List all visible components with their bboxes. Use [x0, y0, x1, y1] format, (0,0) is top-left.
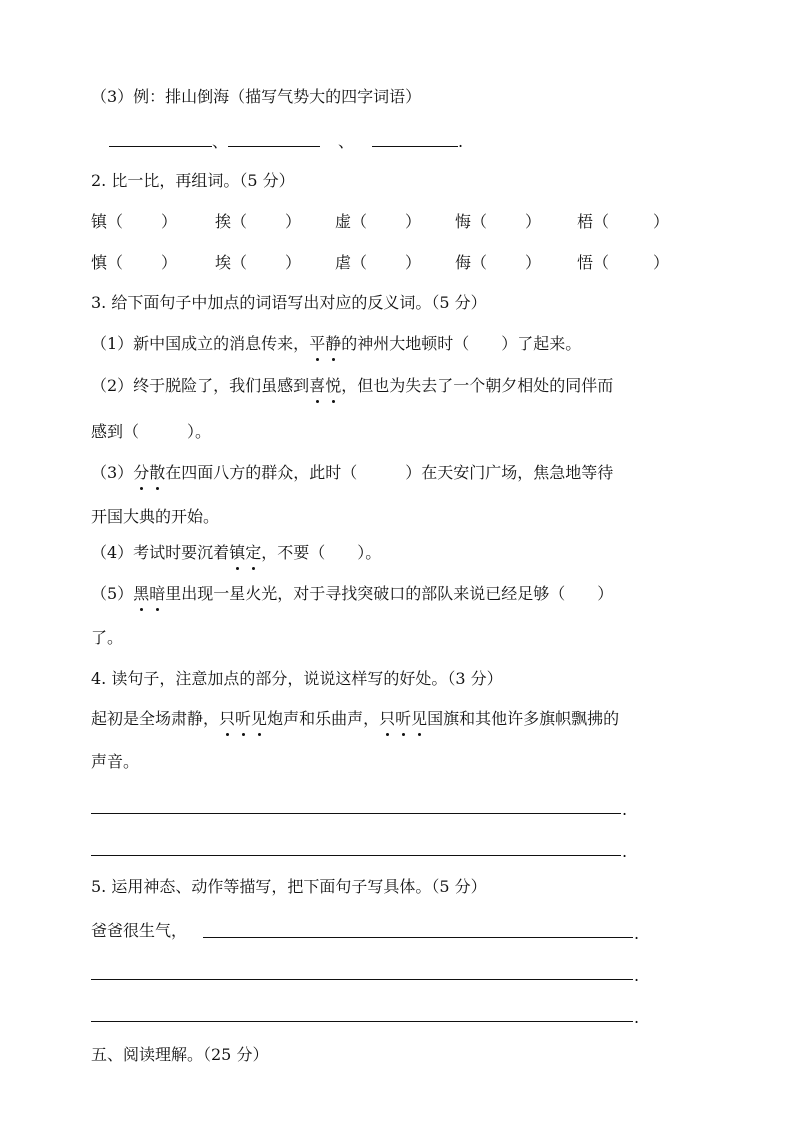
q2-cell[interactable]: 埃（ ） [215, 253, 302, 272]
dotted-char: 悦 [325, 376, 342, 395]
q2-cell[interactable]: 悟（ ） [577, 253, 670, 272]
dotted-char: 只 [379, 709, 396, 728]
dotted-char: 分 [133, 463, 150, 482]
q2-cell[interactable]: 侮（ ） [455, 253, 542, 272]
q3-sentence-3: （3）分散在四面八方的群众，此时（ ）在天安门广场，焦急地等待 [91, 463, 614, 482]
q2-cell[interactable]: 慎（ ） [91, 253, 178, 272]
q4-sentence: 起初是全场肃静，只听见炮声和乐曲声，只听见国旗和其他许多旗帜飘拂的 [91, 709, 620, 728]
q5-period-1: . [634, 924, 640, 943]
q3-sentence-5-cont: 了。 [91, 628, 124, 647]
dotted-char: 暗 [149, 584, 166, 603]
answer-blank-3[interactable] [372, 130, 458, 147]
dotted-word [309, 334, 341, 353]
dotted-word [309, 376, 341, 395]
q3-sentence-5: （5）黑暗里出现一星火光，对于寻找突破口的部队来说已经足够（ ） [91, 584, 614, 603]
q4-sentence-cont: 声音。 [91, 752, 140, 771]
q3-sentence-4: （4）考试时要沉着镇定，不要（ ）。 [91, 543, 382, 562]
section-5-title: 五、阅读理解。（25 分） [91, 1045, 269, 1064]
dotted-char: 见 [411, 709, 428, 728]
q4-answer-line-2[interactable] [91, 855, 621, 856]
dotted-char: 静 [325, 334, 342, 353]
dotted-char: 平 [309, 334, 326, 353]
q2-cell[interactable]: 梧（ ） [577, 212, 670, 231]
dotted-char: 见 [251, 709, 268, 728]
q2-cell[interactable]: 悔（ ） [455, 212, 542, 231]
q5-title: 5. 运用神态、动作等描写，把下面句子写具体。（5 分） [91, 877, 487, 896]
dotted-char: 听 [395, 709, 412, 728]
q5-period-2: . [634, 966, 640, 985]
q5-answer-line-2[interactable] [91, 979, 633, 980]
answer-blank-1[interactable] [109, 130, 212, 147]
q4-period-1: . [622, 800, 628, 819]
answer-blank-2[interactable] [228, 130, 320, 147]
dotted-word [133, 584, 165, 603]
dotted-char: 喜 [309, 376, 326, 395]
q5-lead: 爸爸很生气， [91, 921, 188, 940]
dotted-char: 定 [245, 543, 262, 562]
q5-period-3: . [634, 1008, 640, 1027]
dotted-word [219, 709, 267, 728]
q2-title: 2. 比一比，再组词。（5 分） [91, 171, 295, 190]
q2-cell[interactable]: 虚（ ） [335, 212, 422, 231]
q2-row-1 [91, 211, 669, 233]
q1-3-answer-row: 、 、 . [109, 130, 463, 153]
dotted-char: 黑 [133, 584, 150, 603]
dotted-char: 只 [219, 709, 236, 728]
dotted-char: 散 [149, 463, 166, 482]
q3-sentence-3-cont: 开国大典的开始。 [91, 507, 220, 526]
q2-cell[interactable]: 虐（ ） [335, 253, 422, 272]
dotted-word [133, 463, 165, 482]
dotted-word [229, 543, 261, 562]
q3-sentence-1: （1）新中国成立的消息传来，平静的神州大地顿时（ ）了起来。 [91, 334, 582, 353]
q4-answer-line-1[interactable] [91, 813, 621, 814]
q5-answer-line-3[interactable] [91, 1021, 633, 1022]
dotted-char: 镇 [229, 543, 246, 562]
q3-title: 3. 给下面句子中加点的词语写出对应的反义词。（5 分） [91, 293, 487, 312]
q5-answer-line-1[interactable] [203, 937, 633, 938]
q4-period-2: . [622, 842, 628, 861]
q3-sentence-2-cont: 感到（ ）。 [91, 422, 212, 441]
q4-title: 4. 读句子，注意加点的部分，说说这样写的好处。（3 分） [91, 669, 503, 688]
q1-3-prompt: （3）例：排山倒海（描写气势大的四字词语） [91, 87, 422, 106]
q2-row-2 [91, 252, 669, 274]
dotted-char: 听 [235, 709, 252, 728]
q2-cell[interactable]: 镇（ ） [91, 212, 178, 231]
dotted-word [379, 709, 427, 728]
q3-sentence-2: （2）终于脱险了，我们虽感到喜悦，但也为失去了一个朝夕相处的同伴而 [91, 376, 614, 395]
q2-cell[interactable]: 挨（ ） [215, 212, 302, 231]
